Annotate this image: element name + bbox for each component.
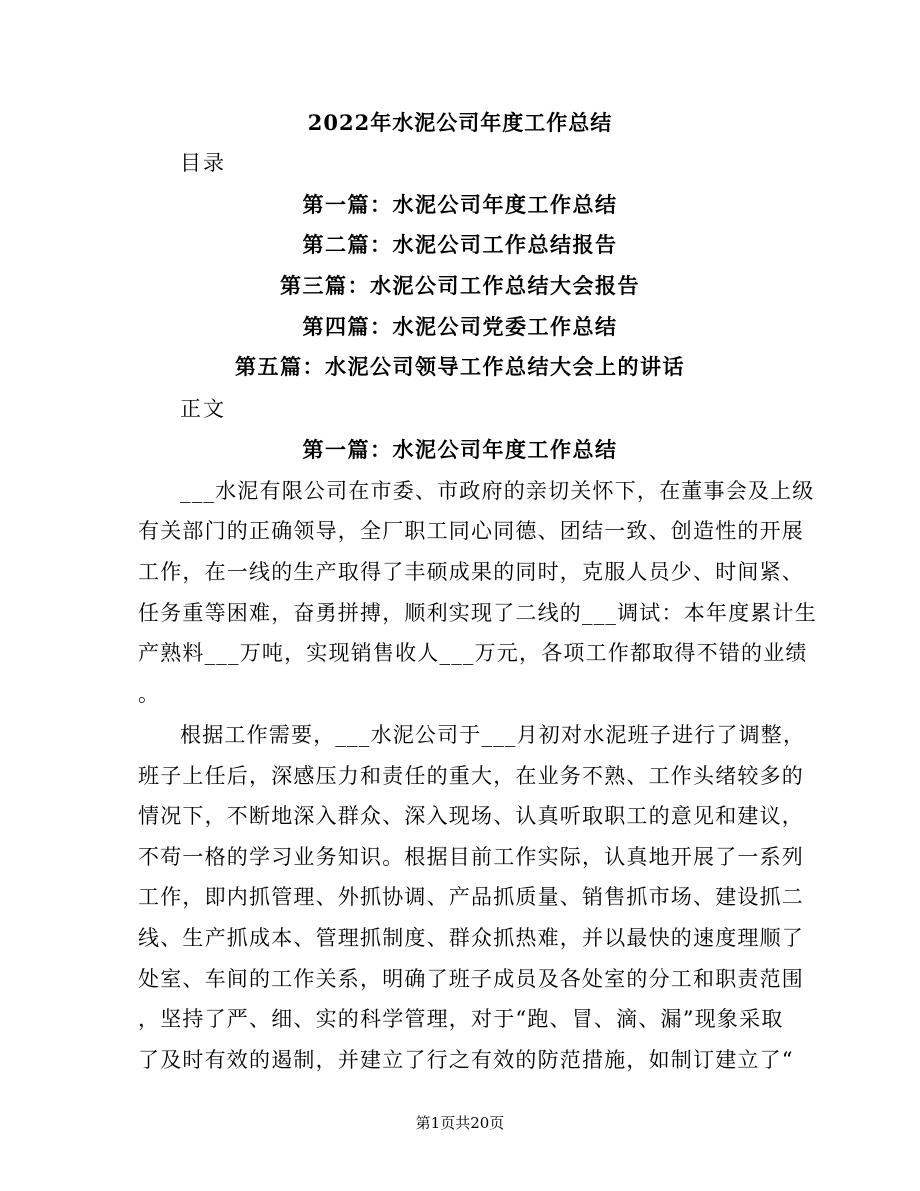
paragraph-1-line: 产熟料___万吨，实现销售收人___万元，各项工作都取得不错的业绩 bbox=[138, 641, 808, 665]
paragraph-2-line: 处室、车间的工作关系，明确了班子成员及各处室的分工和职责范围 bbox=[138, 967, 804, 991]
toc-item-4[interactable]: 第四篇：水泥公司党委工作总结 bbox=[302, 314, 618, 339]
paragraph-1-line: 有关部门的正确领导，全厂职工同心同德、团结一致、创造性的开展 bbox=[138, 519, 804, 543]
paragraph-2-line: 情况下，不断地深入群众、深入现场、认真听取职工的意见和建议， bbox=[138, 804, 804, 828]
toc-item-3[interactable]: 第三篇：水泥公司工作总结大会报告 bbox=[280, 273, 640, 298]
toc-item-5[interactable]: 第五篇：水泥公司领导工作总结大会上的讲话 bbox=[235, 354, 685, 379]
page-footer: 第1页共20页 bbox=[415, 1114, 505, 1132]
paragraph-1-line: 工作，在一线的生产取得了丰硕成果的同时，克服人员少、时间紧、 bbox=[138, 560, 804, 584]
paragraph-1-line: 任务重等困难，奋勇拼搏，顺利实现了二线的___调试：本年度累计生 bbox=[138, 601, 817, 625]
document-title: 2022年水泥公司年度工作总结 bbox=[307, 110, 613, 135]
paragraph-2-line: 根据工作需要，___水泥公司于___月初对水泥班子进行了调整， bbox=[180, 723, 806, 747]
section-heading: 第一篇：水泥公司年度工作总结 bbox=[302, 437, 618, 462]
toc-item-2[interactable]: 第二篇：水泥公司工作总结报告 bbox=[302, 232, 618, 257]
toc-label: 目录 bbox=[180, 151, 226, 175]
paragraph-2-line: 班子上任后，深感压力和责任的重大，在业务不熟、工作头绪较多的 bbox=[138, 764, 804, 788]
paragraph-2-line: 线、生产抓成本、管理抓制度、群众抓热难，并以最快的速度理顺了 bbox=[138, 926, 804, 950]
body-label: 正文 bbox=[180, 397, 226, 421]
paragraph-2-line: 了及时有效的遏制，并建立了行之有效的防范措施，如制订建立了“ bbox=[138, 1048, 794, 1072]
paragraph-1-line: 。 bbox=[138, 682, 161, 706]
paragraph-2-line: ，坚持了严、细、实的科学管理，对于“跑、冒、滴、漏”现象采取 bbox=[138, 1007, 784, 1031]
paragraph-2-line: 不苟一格的学习业务知识。根据目前工作实际，认真地开展了一系列 bbox=[138, 845, 804, 869]
paragraph-1-line: ___水泥有限公司在市委、市政府的亲切关怀下，在董事会及上级 bbox=[180, 479, 815, 503]
paragraph-2-line: 工作，即内抓管理、外抓协调、产品抓质量、销售抓市场、建设抓二 bbox=[138, 885, 804, 909]
toc-item-1[interactable]: 第一篇：水泥公司年度工作总结 bbox=[302, 192, 618, 217]
